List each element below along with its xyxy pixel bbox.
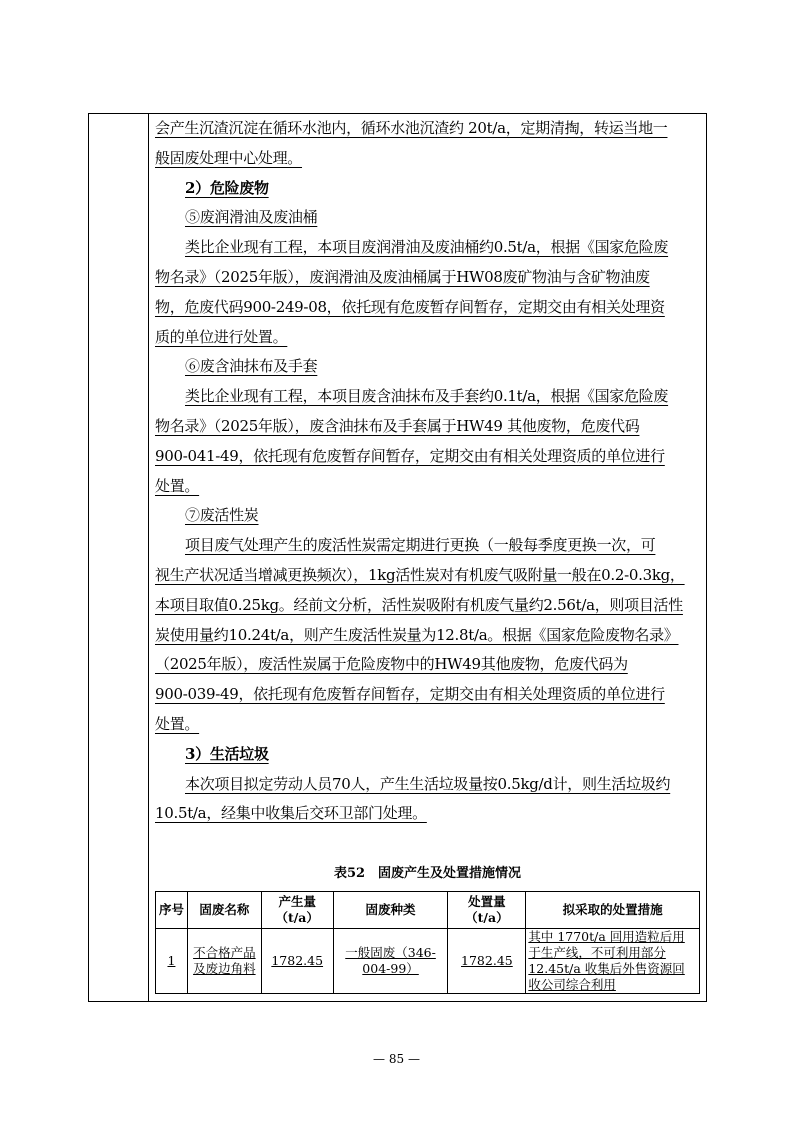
header-type: 固废种类 (333, 892, 448, 929)
frame-column-divider (148, 114, 149, 1001)
text-line: 类比企业现有工程，本项目废润滑油及废油桶约0.5t/a，根据《国家危险废 (185, 238, 669, 257)
text-line: 会产生沉渣沉淀在循环水池内，循环水池沉渣约 20t/a，定期清掏，转运当地一 (155, 119, 668, 137)
cell-amount: 1782.45 (271, 953, 324, 968)
text-line: 本项目取值0.25kg。经前文分析，活性炭吸附有机废气量约2.56t/a，则项目活性 (155, 595, 683, 614)
header-measures: 拟采取的处置措施 (526, 892, 700, 929)
cell-measures: 其中 1770t/a 回用造粒后用于生产线，不可利用部分 12.45t/a 收集后外售资源回收公司综合利用 (528, 929, 685, 992)
text-line: ⑦废活性炭 (185, 506, 259, 525)
body-text (155, 114, 700, 829)
header-name: 固废名称 (187, 892, 261, 929)
section-heading: 2）危险废物 (185, 178, 269, 197)
text-line: 处置。 (155, 476, 200, 495)
page-number: — 85 — (373, 1052, 420, 1066)
cell-seq: 1 (167, 953, 176, 968)
header-amount: 产生量（t/a） (261, 892, 333, 929)
cell-disposal-amount: 1782.45 (461, 953, 513, 968)
waste-table (155, 891, 700, 994)
text-line: 质的单位进行处置。 (155, 327, 288, 346)
text-line: 本次项目拟定劳动人员70人，产生生活垃圾量按0.5kg/d计，则生活垃圾约 (185, 774, 671, 793)
cell-type: 一般固废（346-004-99） (345, 945, 436, 976)
text-line: 物，危废代码900-249-08，依托现有危废暂存间暂存，定期交由有相关处理资 (155, 297, 665, 316)
header-seq: 序号 (156, 892, 188, 929)
text-line: 10.5t/a，经集中收集后交环卫部门处理。 (155, 804, 427, 823)
text-line: 物名录》（2025年版），废润滑油及废油桶属于HW08废矿物油与含矿物油废 (155, 267, 650, 286)
text-line: ⑥废含油抹布及手套 (185, 357, 318, 376)
header-disposal-amount: 处置量（t/a） (448, 892, 526, 929)
text-line: 物名录》（2025年版），废含油抹布及手套属于HW49 其他废物，危废代码 (155, 416, 640, 435)
table-header-row (156, 892, 700, 929)
text-line: 视生产状况适当增减更换频次），1kg活性炭对有机废气吸附量一般在0.2-0.3kg， (155, 565, 685, 584)
text-line: 900-039-49，依托现有危废暂存间暂存，定期交由有相关处理资质的单位进行 (155, 685, 665, 704)
text-line: 900-041-49，依托现有危废暂存间暂存，定期交由有相关处理资质的单位进行 (155, 446, 665, 465)
text-line: 类比企业现有工程，本项目废含油抹布及手套约0.1t/a，根据《国家危险废 (185, 387, 669, 406)
section-heading: 3）生活垃圾 (185, 744, 269, 763)
text-line: 处置。 (155, 714, 200, 733)
cell-name: 不合格产品及废边角料 (193, 945, 256, 976)
table-row (156, 929, 700, 994)
text-line: （2025年版），废活性炭属于危险废物中的HW49其他废物，危废代码为 (155, 655, 628, 674)
text-line: ⑤废润滑油及废油桶 (185, 208, 318, 227)
text-line: 项目废气处理产生的废活性炭需定期进行更换（一般每季度更换一次，可 (185, 536, 656, 555)
text-line: 炭使用量约10.24t/a，则产生废活性炭量为12.8t/a。根据《国家危险废物名录》 (155, 625, 679, 644)
table-caption: 表52 固废产生及处置措施情况 (333, 866, 522, 881)
text-line: 般固废处理中心处理。 (155, 148, 303, 167)
